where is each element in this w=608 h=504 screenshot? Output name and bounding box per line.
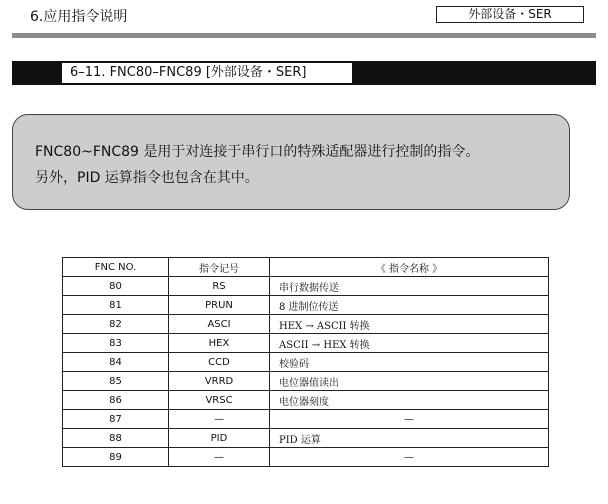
column-header-fnc-no: FNC NO. bbox=[63, 258, 169, 277]
fnc-number-cell: 87 bbox=[63, 410, 169, 429]
instruction-name-cell: — bbox=[270, 448, 549, 467]
table-row bbox=[63, 372, 549, 391]
instruction-name-cell: — bbox=[270, 410, 549, 429]
instruction-table bbox=[62, 257, 549, 467]
instruction-name-cell: ASCII → HEX 转换 bbox=[270, 334, 549, 353]
fnc-number-cell: 85 bbox=[63, 372, 169, 391]
table-row bbox=[63, 353, 549, 372]
table-row bbox=[63, 448, 549, 467]
table-header-row bbox=[63, 258, 549, 277]
section-title-bar bbox=[12, 61, 596, 85]
mnemonic-cell: — bbox=[169, 410, 270, 429]
fnc-number-cell: 86 bbox=[63, 391, 169, 410]
mnemonic-cell: PID bbox=[169, 429, 270, 448]
table-row bbox=[63, 296, 549, 315]
description-line-1: FNC80~FNC89 是用于对连接于串行口的特殊适配器进行控制的指令。 bbox=[35, 144, 480, 160]
description-line-2: 另外，PID 运算指令也包含在其中。 bbox=[35, 170, 259, 186]
table-row bbox=[63, 277, 549, 296]
table-row bbox=[63, 334, 549, 353]
description-box bbox=[12, 114, 570, 210]
mnemonic-cell: VRRD bbox=[169, 372, 270, 391]
table-row bbox=[63, 315, 549, 334]
page-header-title: 6.应用指令说明 bbox=[30, 9, 128, 25]
mnemonic-cell: RS bbox=[169, 277, 270, 296]
fnc-number-cell: 81 bbox=[63, 296, 169, 315]
instruction-name-cell: HEX → ASCII 转换 bbox=[270, 315, 549, 334]
header-divider bbox=[12, 33, 596, 38]
instruction-name-cell: 串行数据传送 bbox=[270, 277, 549, 296]
instruction-name-cell: 电位器刻度 bbox=[270, 391, 549, 410]
column-header-mnemonic: 指令记号 bbox=[169, 258, 270, 277]
table-row bbox=[63, 429, 549, 448]
instruction-name-cell: PID 运算 bbox=[270, 429, 549, 448]
fnc-number-cell: 80 bbox=[63, 277, 169, 296]
table-row bbox=[63, 410, 549, 429]
mnemonic-cell: — bbox=[169, 448, 270, 467]
mnemonic-cell: CCD bbox=[169, 353, 270, 372]
fnc-number-cell: 84 bbox=[63, 353, 169, 372]
fnc-number-cell: 83 bbox=[63, 334, 169, 353]
mnemonic-cell: ASCI bbox=[169, 315, 270, 334]
fnc-number-cell: 82 bbox=[63, 315, 169, 334]
section-title: 6–11. FNC80–FNC89 [外部设备・SER] bbox=[62, 63, 352, 83]
instruction-name-cell: 8 进制位传送 bbox=[270, 296, 549, 315]
table-row bbox=[63, 391, 549, 410]
fnc-number-cell: 88 bbox=[63, 429, 169, 448]
column-header-name: 《 指令名称 》 bbox=[270, 258, 549, 277]
instruction-name-cell: 校验码 bbox=[270, 353, 549, 372]
header-category-tag: 外部设备・SER bbox=[436, 6, 584, 23]
instruction-name-cell: 电位器值读出 bbox=[270, 372, 549, 391]
mnemonic-cell: VRSC bbox=[169, 391, 270, 410]
mnemonic-cell: HEX bbox=[169, 334, 270, 353]
mnemonic-cell: PRUN bbox=[169, 296, 270, 315]
fnc-number-cell: 89 bbox=[63, 448, 169, 467]
